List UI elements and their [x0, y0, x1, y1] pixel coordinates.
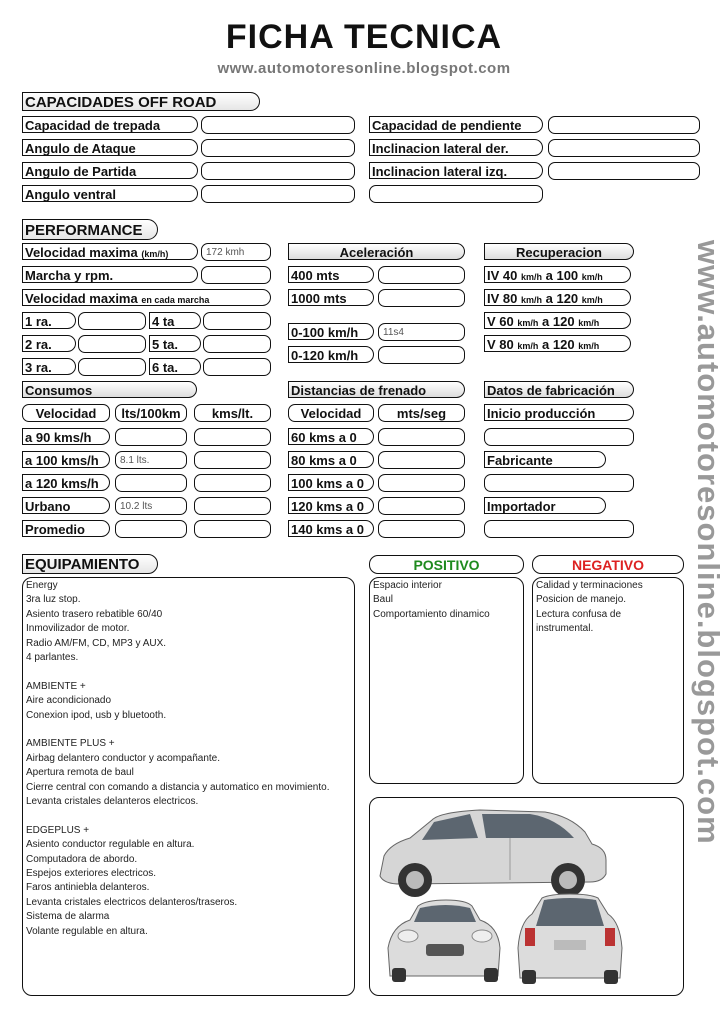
acel-0-100-field[interactable]: 11s4 [378, 323, 465, 341]
frenado-row-60: 60 kms a 0 [288, 428, 374, 445]
offroad-field-partida[interactable] [201, 162, 355, 180]
equipamiento-item: Apertura remota de baul [26, 767, 134, 779]
offroad-label-incl-izq: Inclinacion lateral izq. [369, 162, 543, 179]
positivo-item: Espacio interior [373, 580, 442, 591]
consumo-urbano-lts[interactable]: 10.2 lts [115, 497, 187, 515]
gear-5-field[interactable] [203, 335, 271, 353]
recup-row-2: IV 80 km/h a 120 km/h [484, 289, 631, 306]
frenado-140-field[interactable] [378, 520, 465, 538]
frenado-120-field[interactable] [378, 497, 465, 515]
offroad-label-pendiente: Capacidad de pendiente [369, 116, 543, 133]
positivo-item: Baul [373, 594, 394, 606]
equipamiento-item: Conexion ipod, usb y bluetooth. [26, 709, 167, 721]
fab-fabricante-label: Fabricante [484, 451, 606, 468]
perf-vmax-label: Velocidad maxima (km/h) [22, 243, 198, 260]
offroad-field-trepada[interactable] [201, 116, 355, 134]
frenado-row-100: 100 kms a 0 [288, 474, 374, 491]
recup-row-4: V 80 km/h a 120 km/h [484, 335, 631, 352]
frenado-col-mts: mts/seg [378, 404, 465, 422]
section-equipamiento: EQUIPAMIENTO [22, 554, 158, 574]
equipamiento-item: 3ra luz stop. [26, 594, 81, 606]
equipamiento-item: AMBIENTE + [26, 680, 86, 692]
frenado-row-140: 140 kms a 0 [288, 520, 374, 537]
negativo-item: Calidad y terminaciones [536, 580, 643, 591]
consumos-col-velocidad: Velocidad [22, 404, 110, 422]
section-offroad: CAPACIDADES OFF ROAD [22, 92, 260, 111]
frenado-100-field[interactable] [378, 474, 465, 492]
positivo-list [373, 579, 490, 622]
equipamiento-item: Sistema de alarma [26, 911, 110, 923]
consumos-col-kms: kms/lt. [194, 404, 271, 422]
consumo-120-lts[interactable] [115, 474, 187, 492]
consumos-header: Consumos [22, 381, 197, 398]
consumo-100-lts[interactable]: 8.1 lts. [115, 451, 187, 469]
negativo-item: Lectura confusa de [536, 608, 622, 620]
equipamiento-item [26, 665, 356, 679]
gear-2-label: 2 ra. [22, 335, 76, 352]
equipamiento-item: Volante regulable en altura. [26, 925, 148, 937]
consumo-promedio-lts[interactable] [115, 520, 187, 538]
frenado-80-field[interactable] [378, 451, 465, 469]
fab-importador-label: Importador [484, 497, 606, 514]
equipamiento-item: Espejos exteriores electricos. [26, 868, 157, 880]
consumo-row-promedio: Promedio [22, 520, 110, 537]
equipamiento-item: Aire acondicionado [26, 695, 112, 707]
page-title: FICHA TECNICA [225, 18, 503, 56]
car-side-view-image [380, 810, 606, 897]
equipamiento-item: Airbag delantero conductor y acompañante. [26, 752, 221, 764]
gear-4-field[interactable] [203, 312, 271, 330]
equipamiento-item: Radio AM/FM, CD, MP3 y AUX. [26, 637, 167, 649]
gear-4-label: 4 ta [149, 312, 201, 329]
car-rear-view-image [518, 894, 622, 984]
consumo-row-120: a 120 kms/h [22, 474, 110, 491]
car-photo-box [369, 797, 684, 996]
equipamiento-item: Energy [26, 580, 58, 591]
fab-importador-field[interactable] [484, 520, 634, 538]
equipamiento-list [26, 579, 356, 939]
negativo-item: Posicion de manejo. [536, 594, 627, 606]
frenado-60-field[interactable] [378, 428, 465, 446]
frenado-header: Distancias de frenado [288, 381, 465, 398]
acel-0-120-field[interactable] [378, 346, 465, 364]
recup-row-3: V 60 km/h a 120 km/h [484, 312, 631, 329]
gear-2-field[interactable] [78, 335, 146, 353]
offroad-field-ventral[interactable] [201, 185, 355, 203]
page-subtitle: www.automotoresonline.blogspot.com [217, 60, 511, 77]
consumo-100-kms[interactable] [194, 451, 271, 469]
fab-inicio-field[interactable] [484, 428, 634, 446]
negativo-item: instrumental. [536, 623, 594, 635]
car-photos [370, 798, 683, 995]
offroad-label-incl-der: Inclinacion lateral der. [369, 139, 543, 156]
positivo-header: POSITIVO [369, 555, 524, 574]
gear-1-label: 1 ra. [22, 312, 76, 329]
equipamiento-item: Levanta cristales delanteros electricos. [26, 796, 199, 808]
section-performance: PERFORMANCE [22, 219, 158, 240]
positivo-item: Comportamiento dinamico [373, 608, 490, 620]
offroad-label-ventral: Angulo ventral [22, 185, 198, 202]
equipamiento-item: 4 parlantes. [26, 652, 79, 664]
perf-vmax-field[interactable]: 172 kmh [201, 243, 271, 261]
offroad-field-incl-der[interactable] [548, 139, 700, 157]
consumo-90-kms[interactable] [194, 428, 271, 446]
offroad-label-partida: Angulo de Partida [22, 162, 198, 179]
consumo-120-kms[interactable] [194, 474, 271, 492]
gear-6-label: 6 ta. [149, 358, 201, 375]
perf-vmax-marcha-label: Velocidad maxima en cada marcha [22, 289, 271, 306]
frenado-col-velocidad: Velocidad [288, 404, 374, 422]
equipamiento-item [26, 723, 356, 737]
acel-0-120-label: 0-120 km/h [288, 346, 374, 363]
consumo-row-90: a 90 kms/h [22, 428, 110, 445]
offroad-field-pendiente[interactable] [548, 116, 700, 134]
offroad-field-extra[interactable] [369, 185, 543, 203]
gear-6-field[interactable] [203, 358, 271, 376]
equipamiento-item: EDGEPLUS + [26, 824, 90, 836]
equipamiento-item: Asiento trasero rebatible 60/40 [26, 608, 163, 620]
offroad-label-ataque: Angulo de Ataque [22, 139, 198, 156]
perf-marcha-label: Marcha y rpm. [22, 266, 198, 283]
offroad-label-trepada: Capacidad de trepada [22, 116, 198, 133]
fabricacion-header: Datos de fabricación [484, 381, 634, 398]
equipamiento-item: Cierre central con comando a distancia y automatico en movimiento. [26, 781, 330, 793]
equipamiento-item [26, 809, 356, 823]
consumos-col-lts: lts/100km [115, 404, 187, 422]
frenado-row-120: 120 kms a 0 [288, 497, 374, 514]
offroad-field-incl-izq[interactable] [548, 162, 700, 180]
fab-fabricante-field[interactable] [484, 474, 634, 492]
recuperacion-header: Recuperacion [484, 243, 634, 260]
consumo-90-lts[interactable] [115, 428, 187, 446]
acel-1000-field[interactable] [378, 289, 465, 307]
negativo-list [536, 579, 643, 637]
car-front-view-image [388, 900, 500, 982]
gear-5-label: 5 ta. [149, 335, 201, 352]
recup-row-1: IV 40 km/h a 100 km/h [484, 266, 631, 283]
negativo-header: NEGATIVO [532, 555, 684, 574]
acel-400-label: 400 mts [288, 266, 374, 283]
acel-0-100-label: 0-100 km/h [288, 323, 374, 340]
equipamiento-item: Inmovilizador de motor. [26, 623, 130, 635]
consumo-urbano-kms[interactable] [194, 497, 271, 515]
frenado-row-80: 80 kms a 0 [288, 451, 374, 468]
gear-1-field[interactable] [78, 312, 146, 330]
perf-marcha-field[interactable] [201, 266, 271, 284]
consumo-promedio-kms[interactable] [194, 520, 271, 538]
fab-inicio-label: Inicio producción [484, 404, 634, 421]
offroad-field-ataque[interactable] [201, 139, 355, 157]
consumo-row-100: a 100 kms/h [22, 451, 110, 468]
acel-400-field[interactable] [378, 266, 465, 284]
equipamiento-item: Computadora de abordo. [26, 853, 138, 865]
equipamiento-item: Asiento conductor regulable en altura. [26, 839, 195, 851]
equipamiento-item: Faros antiniebla delanteros. [26, 882, 150, 894]
acel-1000-label: 1000 mts [288, 289, 374, 306]
consumo-row-urbano: Urbano [22, 497, 110, 514]
gear-3-field[interactable] [78, 358, 146, 376]
aceleracion-header: Aceleración [288, 243, 465, 260]
equipamiento-item: Levanta cristales electricos delanteros/traseros. [26, 896, 238, 908]
side-watermark-url: www.automotoresonline.blogspot.com [691, 240, 726, 845]
equipamiento-item: AMBIENTE PLUS + [26, 738, 115, 750]
gear-3-label: 3 ra. [22, 358, 76, 375]
